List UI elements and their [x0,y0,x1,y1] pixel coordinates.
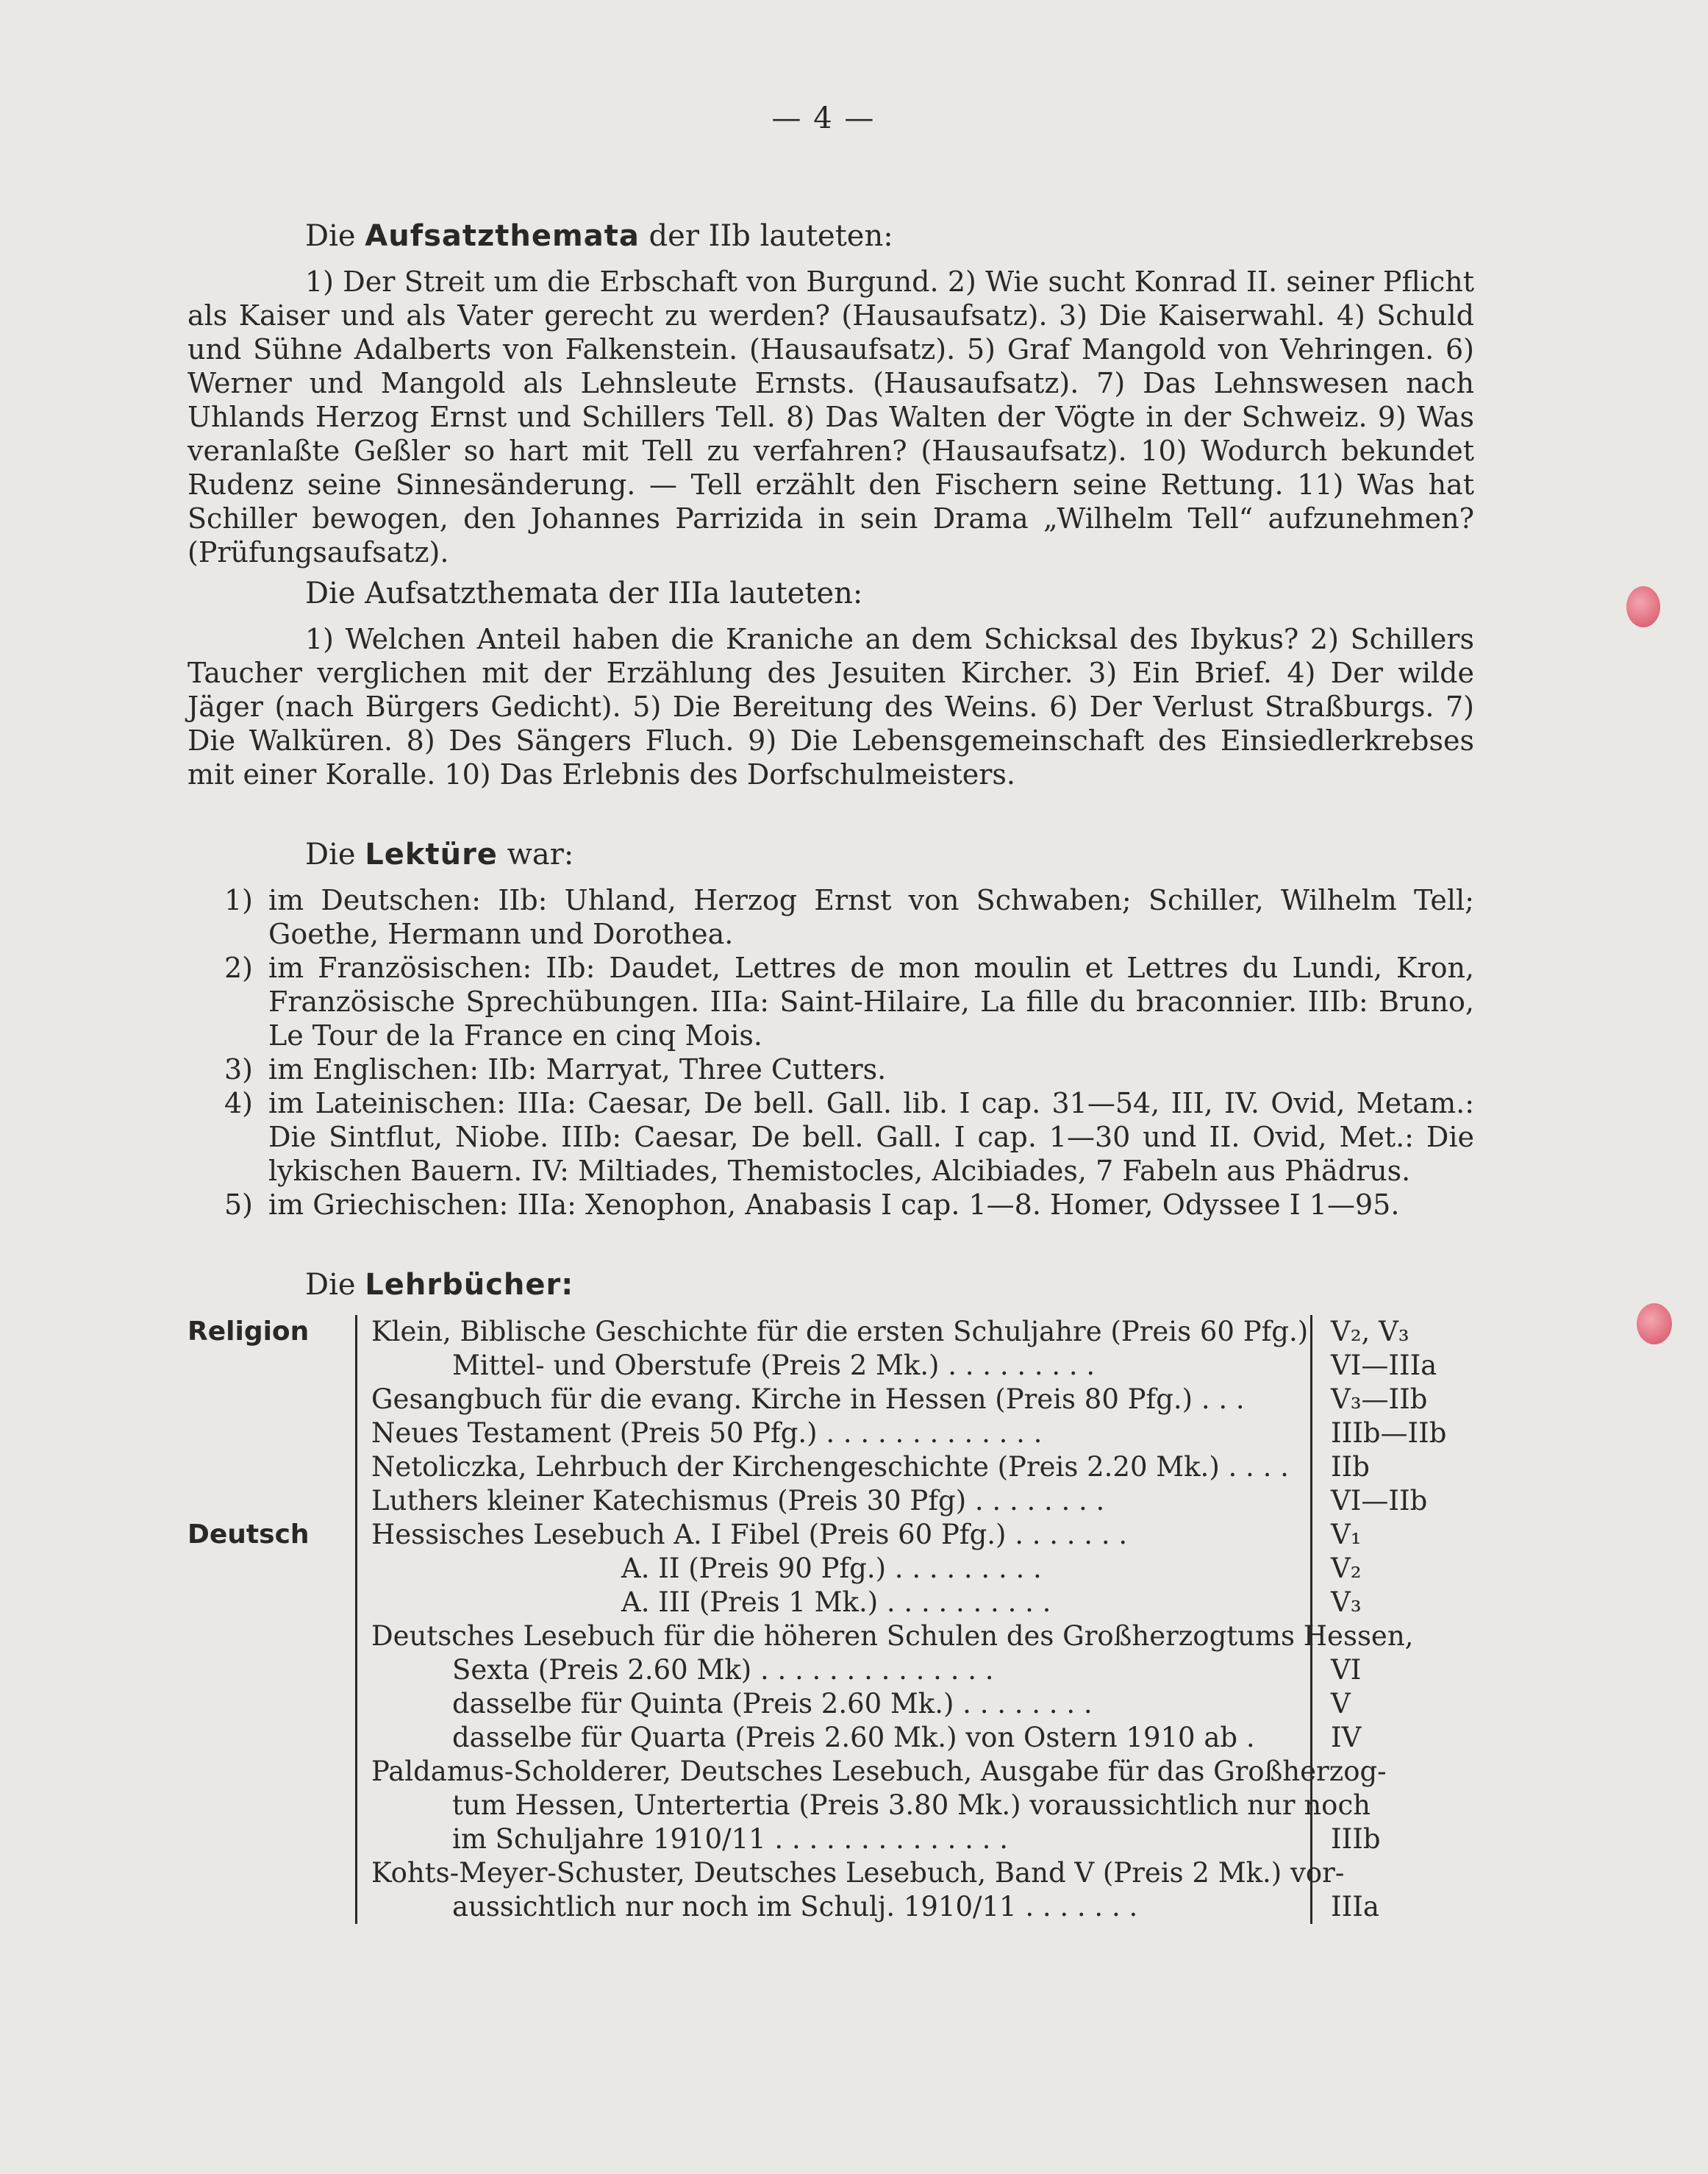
lektuere-list [187,883,1474,1222]
class-range: IIIa [1331,1891,1379,1922]
list-item [187,1052,1474,1086]
heading-lektuere [305,836,1474,873]
class-range: V [1331,1688,1351,1719]
book-title: Neues Testament (Preis 50 Pfg.) . . . . . . . . . . . . . [371,1417,1043,1449]
heading-bold: Lehrbücher: [365,1268,574,1302]
list-item [187,951,1474,1052]
item-text: im Griechischen: IIIa: Xenophon, Anabasis I cap. 1—8. Homer, Odyssee I 1—95. [268,1188,1400,1221]
book-title: Hessisches Lesebuch A. I Fibel (Preis 60 Pfg.) . . . . . . . [371,1519,1128,1550]
item-number: 4) [224,1087,254,1119]
class-range: IIIb—IIb [1331,1417,1447,1449]
heading-lehrbuecher [305,1266,1482,1303]
book-title: tum Hessen, Untertertia (Preis 3.80 Mk.) voraussichtlich nur noch [452,1789,1371,1821]
table-row [187,1653,1482,1687]
item-text: im Englischen: IIb: Marryat, Three Cutters. [268,1053,887,1086]
list-item [187,1086,1474,1188]
page-number: — 4 — [771,101,876,135]
book-title: Deutsches Lesebuch für die höheren Schulen des Großherzogtums Hessen, [371,1620,1414,1652]
pink-dot-marker [1626,586,1660,627]
item-text: im Lateinischen: IIIa: Caesar, De bell. Gall. lib. I cap. 31—54, III, IV. Ovid, Metam.: Die Sintflut, Niobe. IIIb: Caesar, De bell. Gall. I cap. 1—30 und II. Ovid, Met.: Die lykischen Bauern. IV: Miltiades, Themistocles, Alcibiades, 7 Fabeln aus Phädrus. [268,1087,1474,1187]
list-item [187,1188,1474,1222]
table-row [187,1619,1482,1653]
heading-post: war: [507,838,574,872]
table-row [187,1586,1482,1619]
class-range: V₃—IIb [1331,1383,1428,1415]
paragraph-aufsatz-iiia: 1) Welchen Anteil haben die Kraniche an dem Schicksal des Ibykus? 2) Schillers Taucher verglichen mit der Erzählung des Jesuiten Kircher. 3) Ein Brief. 4) Der wilde Jäger (nach Bürgers Gedicht). 5) Die Bereitung des Weins. 6) Der Verlust Straßburgs. 7) Die Walküren. 8) Des Sängers Fluch. 9) Die Lebensgemeinschaft des Einsiedlerkrebses mit einer Koralle. 10) Das Erlebnis des Dorfschulmeisters. [187,623,1474,791]
section-lehrbuecher [187,1266,1482,1924]
book-title: Netoliczka, Lehrbuch der Kirchengeschichte (Preis 2.20 Mk.) . . . . [371,1451,1289,1483]
book-title: Sexta (Preis 2.60 Mk) . . . . . . . . . . . . . . [452,1654,994,1686]
heading-aufsatz-iiia: Die Aufsatzthemata der IIIa lauteten: [305,577,863,610]
table-row [187,1484,1482,1518]
table-row [187,1450,1482,1484]
item-text: im Deutschen: IIb: Uhland, Herzog Ernst von Schwaben; Schiller, Wilhelm Tell; Goethe, Hermann und Dorothea. [268,884,1474,950]
table-row [187,1383,1482,1416]
subject-label: Religion [187,1316,310,1347]
table-row [187,1315,1482,1349]
book-title: Klein, Biblische Geschichte für die ersten Schuljahre (Preis 60 Pfg.) [371,1316,1309,1347]
textbook-table [187,1315,1482,1924]
table-row [187,1416,1482,1450]
heading-aufsatz-iib [305,218,1474,254]
item-number: 3) [224,1053,254,1086]
table-row [187,1822,1482,1856]
book-title: Kohts-Meyer-Schuster, Deutsches Lesebuch, Band V (Preis 2 Mk.) vor- [371,1857,1345,1889]
item-number: 5) [224,1188,254,1221]
heading-pre: Die [305,1268,356,1302]
table-row [187,1518,1482,1552]
heading-pre: Die [305,838,356,872]
list-item [187,883,1474,951]
heading-bold: Lektüre [365,838,498,872]
book-title: dasselbe für Quarta (Preis 2.60 Mk.) von Ostern 1910 ab . [452,1722,1255,1753]
class-range: IIb [1331,1451,1370,1483]
book-title: im Schuljahre 1910/11 . . . . . . . . . . . . . . [452,1823,1008,1855]
class-range: VI—IIIa [1331,1350,1437,1381]
class-range: V₃ [1331,1586,1362,1618]
book-title: A. III (Preis 1 Mk.) . . . . . . . . . . [621,1586,1051,1618]
class-range: V₁ [1331,1519,1362,1550]
class-range: V₂, V₃ [1331,1316,1409,1347]
table-row [187,1349,1482,1383]
table-row [187,1687,1482,1721]
heading-post: der IIb lauteten: [648,219,893,253]
book-title: Paldamus-Scholderer, Deutsches Lesebuch, Ausgabe für das Großherzog- [371,1756,1387,1787]
item-text: im Französischen: IIb: Daudet, Lettres de mon moulin et Lettres du Lundi, Kron, Französische Sprechübungen. IIIa: Saint-Hilaire, La fille du braconnier. IIIb: Bruno, Le Tour de la France en cinq Mois. [268,952,1474,1052]
table-row [187,1890,1482,1924]
class-range: V₂ [1331,1553,1362,1584]
item-number: 2) [224,952,254,984]
paragraph-aufsatz-iib: 1) Der Streit um die Erbschaft von Burgund. 2) Wie sucht Konrad II. seiner Pflicht als Kaiser und als Vater gerecht zu werden? (Hausaufsatz). 3) Die Kaiserwahl. 4) Schuld und Sühne Adalberts von Falkenstein. (Hausaufsatz). 5) Graf Mangold von Vehringen. 6) Werner und Mangold als Lehnsleute Ernsts. (Hausaufsatz). 7) Das Lehnswesen nach Uhlands Herzog Ernst und Schillers Tell. 8) Das Walten der Vögte in der Schweiz. 9) Was veranlaßte Geßler so hart mit Tell zu verfahren? (Hausaufsatz). 10) Wodurch bekundet Rudenz seine Sinnesänderung. — Tell erzählt den Fischern seine Rettung. 11) Was hat Schiller bewogen, den Johannes Parrizida in sein Drama „Wilhelm Tell“ aufzunehmen? (Prüfungsaufsatz). [187,265,1474,569]
item-number: 1) [224,884,254,916]
class-range: VI—IIb [1331,1485,1428,1517]
heading-bold: Aufsatzthemata [365,219,640,253]
table-row [187,1552,1482,1586]
pink-dot-marker [1637,1303,1672,1344]
table-row [187,1789,1482,1822]
section-aufsatz-iiia [187,575,1474,791]
book-title: A. II (Preis 90 Pfg.) . . . . . . . . . [621,1553,1042,1584]
subject-label: Deutsch [187,1519,310,1550]
book-title: dasselbe für Quinta (Preis 2.60 Mk.) . . . . . . . . [452,1688,1093,1719]
book-title: Luthers kleiner Katechismus (Preis 30 Pfg) . . . . . . . . [371,1485,1105,1517]
table-row [187,1856,1482,1890]
class-range: IIIb [1331,1823,1381,1855]
class-range: IV [1331,1722,1362,1753]
table-row [187,1755,1482,1789]
section-lektuere [187,836,1474,1222]
book-title: aussichtlich nur noch im Schulj. 1910/11 . . . . . . . [452,1891,1138,1922]
table-row [187,1721,1482,1755]
book-title: Mittel- und Oberstufe (Preis 2 Mk.) . . . . . . . . . [452,1350,1096,1381]
heading-pre: Die [305,219,356,253]
section-aufsatz-iib [187,218,1474,569]
book-title: Gesangbuch für die evang. Kirche in Hessen (Preis 80 Pfg.) . . . [371,1383,1245,1415]
class-range: VI [1331,1654,1362,1686]
